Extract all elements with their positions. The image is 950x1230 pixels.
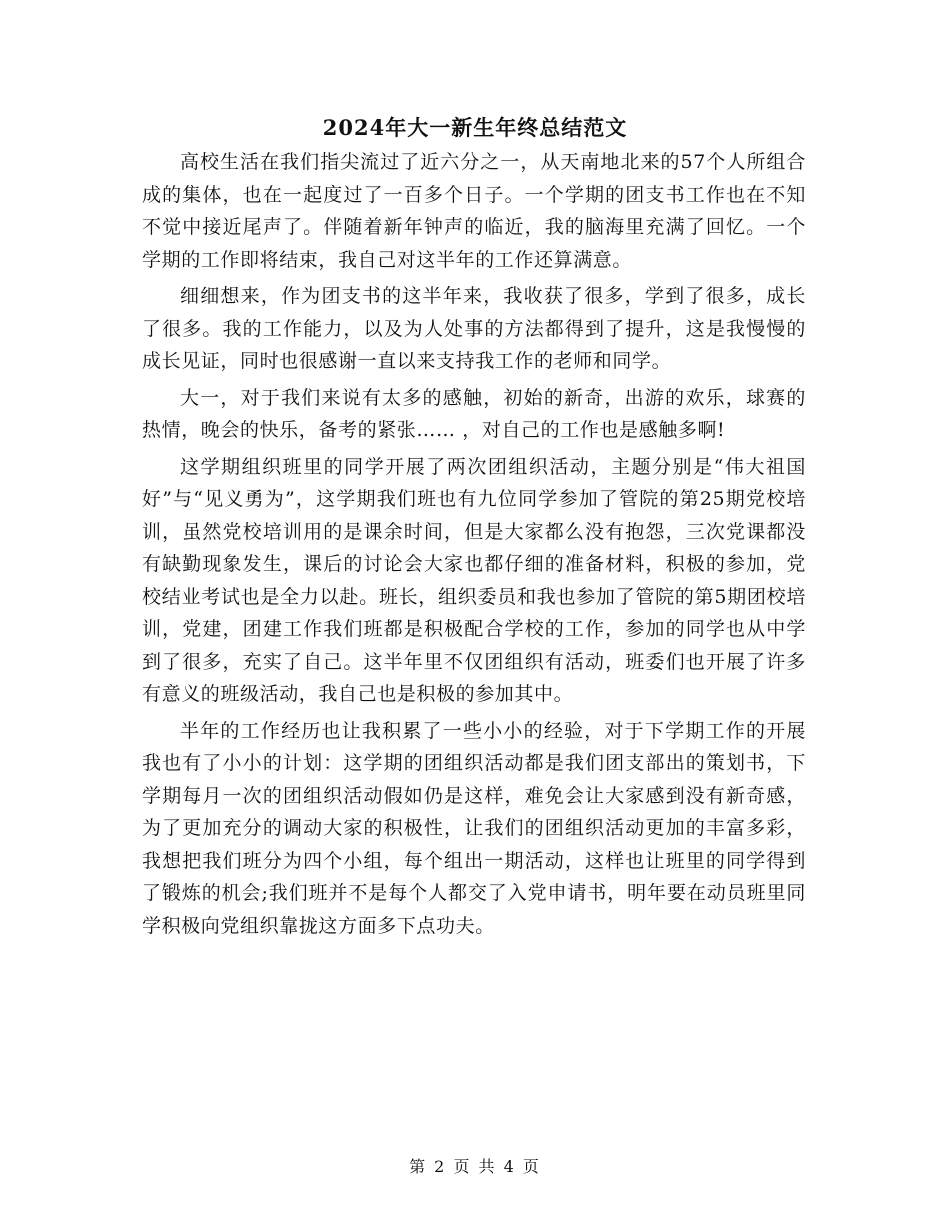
- page-number-footer: 第 2 页 共 4 页: [409, 1157, 541, 1176]
- document-title: 2024年大一新生年终总结范文: [322, 115, 628, 140]
- paragraph: 这学期组织班里的同学开展了两次团组织活动，主题分别是“伟大祖国好”与“见义勇为”，这学期我们班也有九位同学参加了管院的第25期党校培训，虽然党校培训用的是课余时间，但是大家都么没有抱怨，三次党课都没有缺勤现象发生，课后的讨论会大家也都仔细的准备材料，积极的参加，党校结业考试也是全力以赴。班长，组织委员和我也参加了管院的第5期团校培训，党建，团建工作我们班都是积极配合学校的工作，参加的同学也从中学到了很多，充实了自己。这半年里不仅团组织有活动，班委们也开展了许多有意义的班级活动，我自己也是积极的参加其中。: [142, 455, 806, 705]
- paragraph: 高校生活在我们指尖流过了近六分之一，从天南地北来的57个人所组合成的集体，也在一起度过了一百多个日子。一个学期的团支书工作也在不知不觉中接近尾声了。伴随着新年钟声的临近，我的脑海里充满了回忆。一个学期的工作即将结束，我自己对这半年的工作还算满意。: [142, 151, 806, 271]
- document-body: [142, 146, 806, 946]
- paragraph: 半年的工作经历也让我积累了一些小小的经验，对于下学期工作的开展我也有了小小的计划：这学期的团组织活动都是我们团支部出的策划书，下学期每月一次的团组织活动假如仍是这样，难免会让大家感到没有新奇感，为了更加充分的调动大家的积极性，让我们的团组织活动更加的丰富多彩，我想把我们班分为四个小组，每个组出一期活动，这样也让班里的同学得到了锻炼的机会;我们班并不是每个人都交了入党申请书，明年要在动员班里同学积极向党组织靠拢这方面多下点功夫。: [142, 719, 806, 937]
- paragraph: 细细想来，作为团支书的这半年来，我收获了很多，学到了很多，成长了很多。我的工作能力，以及为人处事的方法都得到了提升，这是我慢慢的成长见证，同时也很感谢一直以来支持我工作的老师和同学。: [142, 285, 806, 372]
- paragraph: 大一，对于我们来说有太多的感触，初始的新奇，出游的欢乐，球赛的热情，晚会的快乐，备考的紧张…… ，对自己的工作也是感触多啊!: [142, 386, 806, 441]
